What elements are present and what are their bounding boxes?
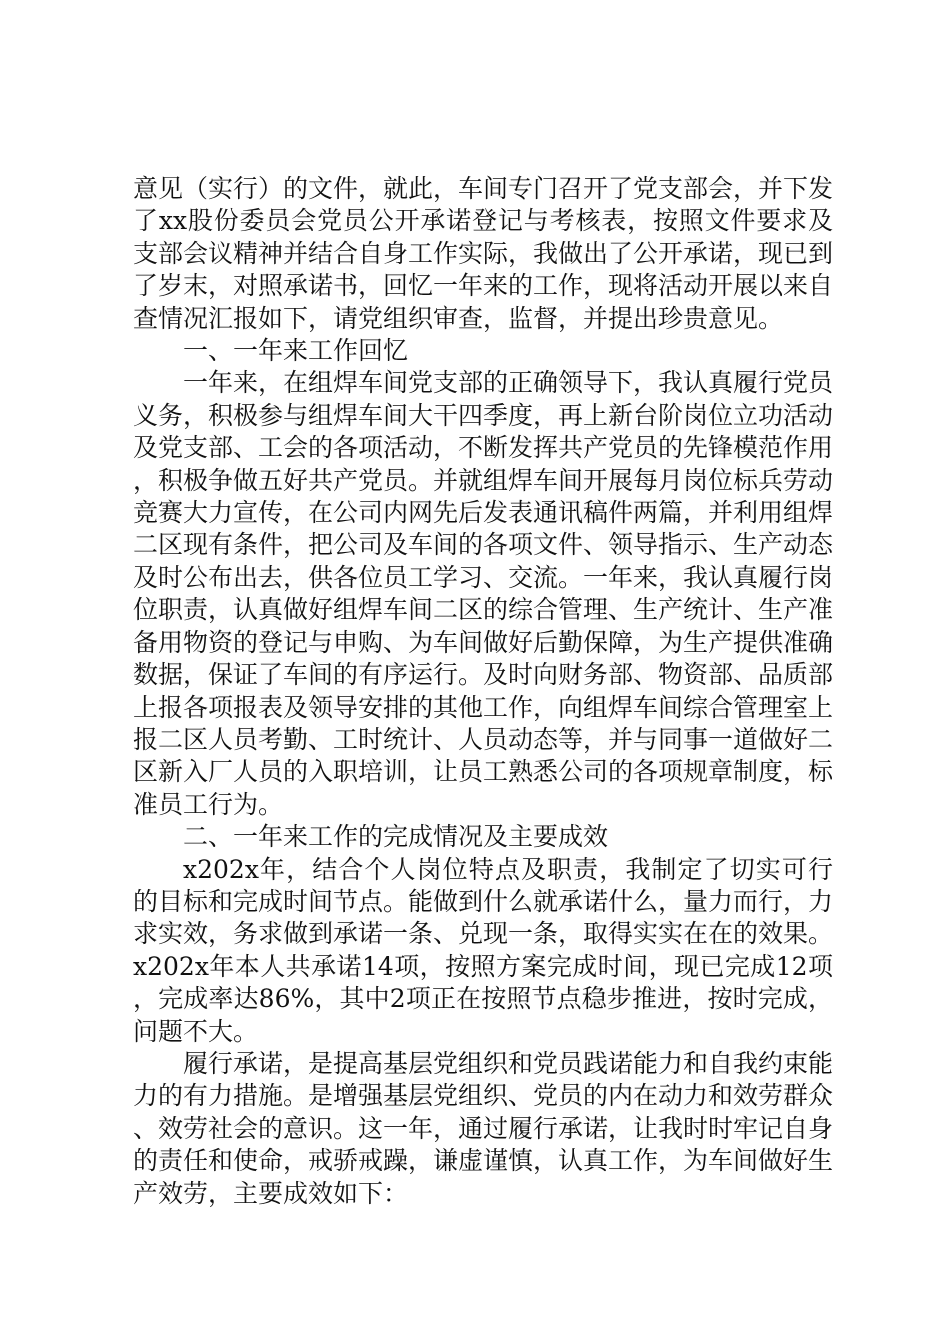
section-heading-review: 一、一年来工作回忆 [183, 336, 409, 366]
document-body [133, 173, 833, 1210]
paragraph-commitment: 履行承诺，是提高基层党组织和党员践诺能力和自我约束能力的有力措施。是增强基层党组织、党员的内在动力和效劳群众、效劳社会的意识。这一年，通过履行承诺，让我时时牢记自身的责任和使命，戒骄戒躁，谦虚谨慎，认真工作，为车间做好生产效劳，主要成效如下： [133, 1048, 834, 1208]
paragraph-intro: 意见（实行）的文件，就此，车间专门召开了党支部会，并下发了xx股份委员会党员公开承诺登记与考核表，按照文件要求及支部会议精神并结合自身工作实际，我做出了公开承诺，现已到了岁末，对照承诺书，回忆一年来的工作，现将活动开展以来自查情况汇报如下，请党组织审查，监督，并提出珍贵意见。 [133, 174, 834, 333]
paragraph-review: 一年来，在组焊车间党支部的正确领导下，我认真履行党员义务，积极参与组焊车间大干四季度，再上新台阶岗位立功活动及党支部、工会的各项活动，不断发挥共产党员的先锋模范作用，积极争做五好共产党员。并就组焊车间开展每月岗位标兵劳动竞赛大力宣传，在公司内网先后发表通讯稿件两篇，并利用组焊二区现有条件，把公司及车间的各项文件、领导指示、生产动态及时公布出去，供各位员工学习、交流。一年来，我认真履行岗位职责，认真做好组焊车间二区的综合管理、生产统计、生产准备用物资的登记与申购、为车间做好后勤保障，为生产提供准确数据，保证了车间的有序运行。及时向财务部、物资部、品质部上报各项报表及领导安排的其他工作，向组焊车间综合管理室上报二区人员考勤、工时统计、人员动态等，并与同事一道做好二区新入厂人员的入职培训，让员工熟悉公司的各项规章制度，标准员工行为。 [133, 368, 834, 819]
paragraph-results: x202x年，结合个人岗位特点及职责，我制定了切实可行的目标和完成时间节点。能做到什么就承诺什么，量力而行，力求实效，务求做到承诺一条、兑现一条，取得实实在在的效果。x202x年本人共承诺14项，按照方案完成时间，现已完成12项，完成率达86%，其中2项正在按照节点稳步推进，按时完成，问题不大。 [133, 854, 834, 1046]
section-heading-results: 二、一年来工作的完成情况及主要成效 [183, 822, 609, 852]
